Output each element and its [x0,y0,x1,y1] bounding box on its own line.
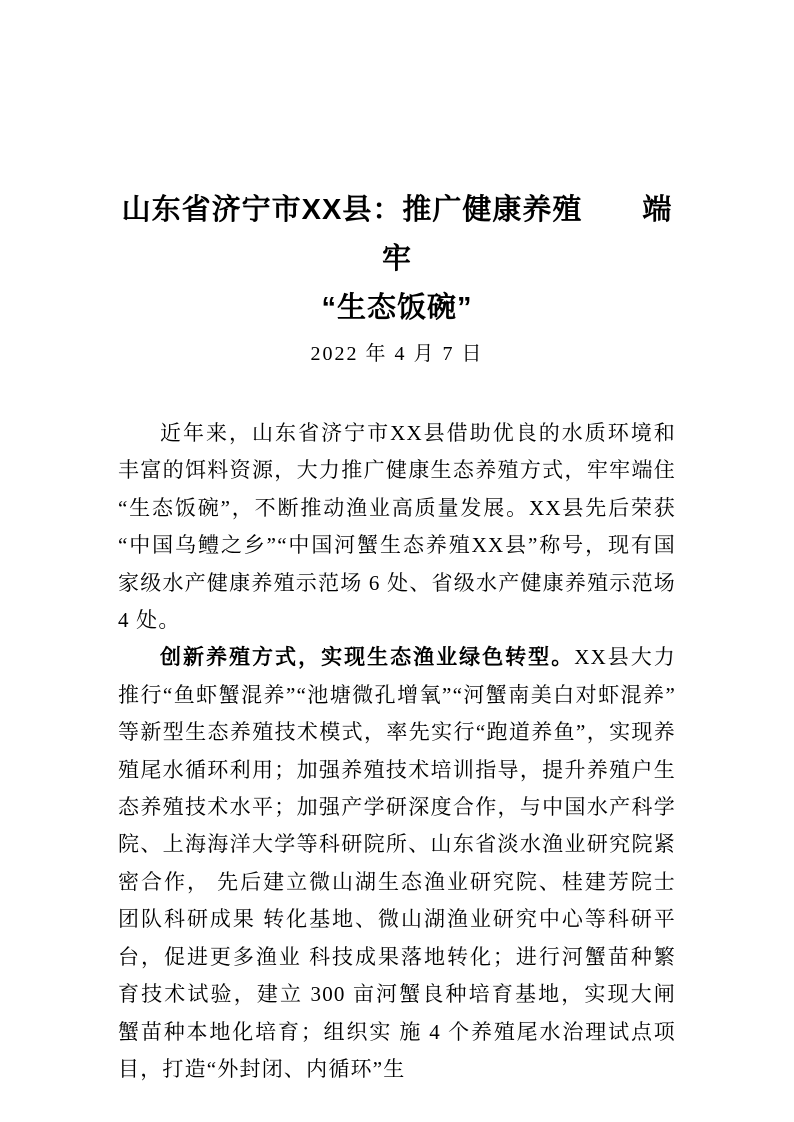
document-content [118,186,676,1088]
paragraph-lead: 创新养殖方式，实现生态渔业绿色转型。 [160,646,575,670]
paragraph-text: XX县大力推行“鱼虾蟹混养”“池塘微孔增氧”“河蟹南美白对虾混养”等新型生态养殖技术模式，率先实行“跑道养鱼”，实现养 殖尾水循环利用；加强养殖技术培训指导，提升养殖户生态养殖技术水平；加强产学研深度合作，与中国水产科学院、上海海洋大学等科研院所、山东省淡水渔业研究院紧密合作， 先后建立微山湖生态渔业研究院、桂建芳院士团队科研成果 转化基地、微山湖渔业研究中心等科研平台，促进更多渔业 科技成果落地转化；进行河蟹苗种繁育技术试验，建立 300 亩河蟹良种培育基地，实现大闸蟹苗种本地化培育；组织实 施 4 个养殖尾水治理试点项目，打造“外封闭、内循环”生 [118,645,676,1081]
document-title [118,186,676,333]
paragraph [118,415,676,639]
document-date: 2022 年 4 月 7 日 [310,343,484,365]
paragraph-text: 近年来，山东省济宁市XX县借助优良的水质环境和丰富的饵料资源，大力推广健康生态养殖方式，牢牢端住“生态饭碗”，不断推动渔业高质量发展。XX县先后荣获“中国乌鳢之乡”“中国河蟹生态养殖XX县”称号，现有国家级水产健康养殖示范场 6 处、省级水产健康养殖示范场 4 处。 [118,421,676,633]
document-title-line2: “生态饭碗” [321,292,473,324]
article-body [118,415,676,1088]
paragraph [118,639,676,1088]
document-title-line1: 山东省济宁市XX县：推广健康养殖 端牢 [121,194,673,275]
